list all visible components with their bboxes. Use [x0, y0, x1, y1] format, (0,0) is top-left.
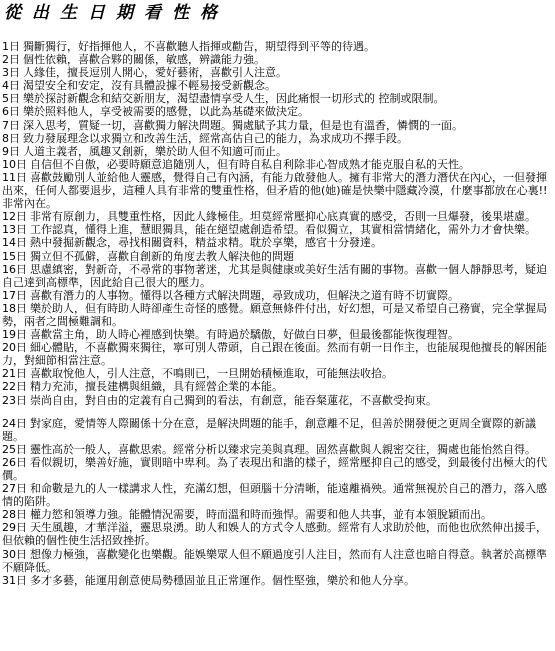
entry-text: 對家庭，愛情等人際關係十分在意，是解決問題的能手，創意離不足，但善於開發便之更周全實際的新議題。: [2, 416, 536, 443]
entry-text: 人緣佳，擅長逗別人開心，愛好藝術，喜歡引人注意。: [23, 66, 287, 80]
list-item: [2, 119, 553, 132]
list-item: [2, 250, 553, 263]
list-item: [2, 236, 553, 249]
entry-day-number: 30日: [2, 547, 27, 561]
list-item: [2, 394, 553, 407]
entry-text: 天生風趣，才華洋溢，靈思泉湧。助人和娛人的方式令人感動。經常有人求助於他，而他也欣然伸出援手，但依賴的個性使生活招致挫折。: [2, 521, 547, 548]
entry-text: 樂於探討新觀念和結交新朋友，渴望盡情享受人生，因此痛恨一切形式的 控制或限制。: [23, 92, 445, 106]
entry-day-number: 15日: [2, 249, 27, 263]
entry-text: 熱中發掘新觀念，尋找相關資料，精益求精。耽於享樂，感官十分發達。: [30, 236, 382, 250]
list-item: [2, 302, 553, 328]
entry-day-number: 13日: [2, 223, 27, 237]
list-item: [2, 145, 553, 158]
entry-text: 多才多藝，能運用創意使局勢穩固並且正常運作。個性堅強，樂於和他人分享。: [30, 573, 415, 587]
entry-text: 獨立但不孤僻，喜歡自創新的角度去教人解決他的問題: [30, 249, 294, 263]
list-item: [2, 223, 553, 236]
entry-text: 想像力極強，喜歡變化也樂觀。能娛樂眾人但不願過度引人注目，然而有人注意也暗自得意。執著於高標準不願降低。: [2, 547, 547, 574]
list-item: [2, 53, 553, 66]
entry-day-number: 28日: [2, 508, 27, 522]
list-item: [2, 367, 553, 380]
entry-day-number: 6日: [2, 105, 20, 119]
entry-text: 渴望安全和安定，沒有具體設據不輕易接受新觀念。: [23, 79, 276, 93]
entry-text: 喜歡當主角，助人時心裡感到快樂。有時過於驕傲，好做白日夢，但最後都能恢復理智。: [30, 328, 459, 342]
entry-day-number: 12日: [2, 210, 27, 224]
entry-text: 思慮縝密，對新奇，不尋常的事物著迷，尤其是與健康或美好生活有關的事物。喜歡一個人靜靜思考，疑迫自己達到高標準，因此給自己很大的壓力。: [2, 262, 547, 289]
entry-day-number: 20日: [2, 341, 27, 355]
entry-day-number: 29日: [2, 521, 27, 535]
entry-text: 致力發展理念以求獨立和改善生活，經常高估自己的能力，為求成功不擇手段。: [23, 131, 408, 145]
entry-list-group-1: [2, 40, 553, 407]
list-item: [2, 482, 553, 508]
entry-day-number: 22日: [2, 380, 27, 394]
entry-day-number: 3日: [2, 66, 20, 80]
entry-day-number: 25日: [2, 442, 27, 456]
entry-day-number: 5日: [2, 92, 20, 106]
entry-day-number: 4日: [2, 79, 20, 93]
list-item: [2, 456, 553, 482]
entry-day-number: 17日: [2, 288, 27, 302]
list-item: [2, 171, 553, 210]
list-item: [2, 263, 553, 289]
entry-text: 樂於助人，但有時助人時卻產生奇怪的感覺。願意無條件付出，好幻想，可是又希望自己務實，完全掌握局勢，兩者之間極難調和。: [2, 301, 547, 328]
entry-day-number: 7日: [2, 118, 20, 132]
entry-text: 個性依賴，喜歡合夥的關係，敏感，辨識能力強。: [23, 53, 265, 67]
list-item: [2, 105, 553, 118]
entry-day-number: 2日: [2, 53, 20, 67]
entry-text: 細心體貼，不喜歡獨來獨往，寧可別人帶頭，自己跟在後面。然而有朝一日作主，也能展現他擅長的解困能力，對細節相當注意。: [2, 341, 547, 368]
entry-day-number: 8日: [2, 131, 20, 145]
page-title: 從出生日期看性格: [4, 3, 228, 23]
list-item: [2, 521, 553, 547]
entry-day-number: 27日: [2, 482, 27, 496]
list-item: [2, 574, 553, 587]
entry-text: 樂於照料他人，享受被需要的感覺，以此為基礎來做決定。: [23, 105, 309, 119]
entry-day-number: 21日: [2, 367, 27, 381]
entry-day-number: 10日: [2, 157, 27, 171]
entry-text: 精力充沛，擅長建構與組織，具有經營企業的本能。: [30, 380, 283, 394]
entry-day-number: 23日: [2, 393, 27, 407]
list-item: [2, 508, 553, 521]
entry-day-number: 19日: [2, 328, 27, 342]
entry-text: 工作認真，懂得上進，慧眼獨具，能在絕望處創造希望。看似獨立，其實相當情緒化，需外力才會快樂。: [30, 223, 536, 237]
list-item: [2, 158, 553, 171]
entry-day-number: 26日: [2, 455, 27, 469]
list-item: [2, 79, 553, 92]
list-item: [2, 40, 553, 53]
entry-text: 靈性高於一般人，喜歡思索。經常分析以臻求完美與真理。固然喜歡與人親密交往，獨處也能怡然自得。: [30, 442, 536, 456]
list-item: [2, 341, 553, 367]
list-item: [2, 328, 553, 341]
entry-text: 喜歡鼓勵別人並給他人靈感，覺得自己有內涵，有能力啟發他人。擁有非常大的潛力潛伏在內心，一但發揮出來，任何人都要退步，這種人具有非常的雙重性格，但矛盾的他(她)確是快樂中隱藏冷漠，什麼事都放在心裏!!非常內在。: [2, 170, 548, 211]
entry-day-number: 18日: [2, 301, 27, 315]
entry-text: 非常有原創力，具雙重性格，因此人緣極佳。坦莫經常壓抑心底真實的感受，否則一旦爆發，後果堪慮。: [30, 210, 536, 224]
entry-text: 權力慾和領導力強。能體情況需要，時而溫和時而強悍。需要和他人共事，並有本領脫穎而出。: [30, 508, 492, 522]
entry-day-number: 31日: [2, 573, 27, 587]
entry-text: 自信但不自傲，必要時願意追隨別人，但有時自私自利除非心智成熟才能克服自私的天性。: [30, 157, 470, 171]
list-item: [2, 443, 553, 456]
list-item: [2, 210, 553, 223]
entry-text: 獨斷獨行，好指揮他人，不喜歡聽人指揮或勸告，期望得到平等的待遇。: [23, 40, 375, 53]
list-item: [2, 132, 553, 145]
list-item: [2, 380, 553, 393]
entry-list-group-2: [2, 417, 553, 587]
paragraph-gap: [2, 407, 553, 417]
list-item: [2, 548, 553, 574]
entry-day-number: 11日: [2, 170, 27, 184]
entry-text: 看似親切，樂善好施，實則暗中卑利。為了表現出和諧的樣子，經常壓抑自己的感受，到最後付出極大的代價。: [2, 455, 547, 482]
list-item: [2, 92, 553, 105]
entry-text: 喜歡取悅他人，引人注意，不鳴則已，一旦開始積極進取，可能無法收拾。: [30, 367, 393, 381]
list-item: [2, 289, 553, 302]
entry-text: 喜歡有潛力的人事物。懂得以各種方式解決問題，尋致成功，但解決之道有時不切實際。: [30, 288, 459, 302]
entry-text: 崇尚自由，對自由的定義有自己獨到的看法，有創意，能吞粲蓮花，不喜歡受拘束。: [30, 393, 437, 407]
entry-day-number: 16日: [2, 262, 27, 276]
entry-day-number: 1日: [2, 40, 20, 53]
entry-text: 人道主義者，風趣又創新，樂於助人但不知適可而止。: [23, 144, 287, 158]
list-item: [2, 66, 553, 79]
entry-day-number: 9日: [2, 144, 20, 158]
list-item: [2, 417, 553, 443]
entry-day-number: 14日: [2, 236, 27, 250]
entry-text: 和命數是九的人一樣講求人性，充滿幻想，但頭腦十分清晰，能遠離禍殃。通常無視於自己的潛力，落入感情的陷阱。: [2, 482, 547, 509]
entry-day-number: 24日: [2, 416, 27, 430]
entry-text: 深入思考，質疑一切，喜歡獨力解決問題。獨處賦予其力量，但是也有溫香，憐憫的一面。: [23, 118, 463, 132]
